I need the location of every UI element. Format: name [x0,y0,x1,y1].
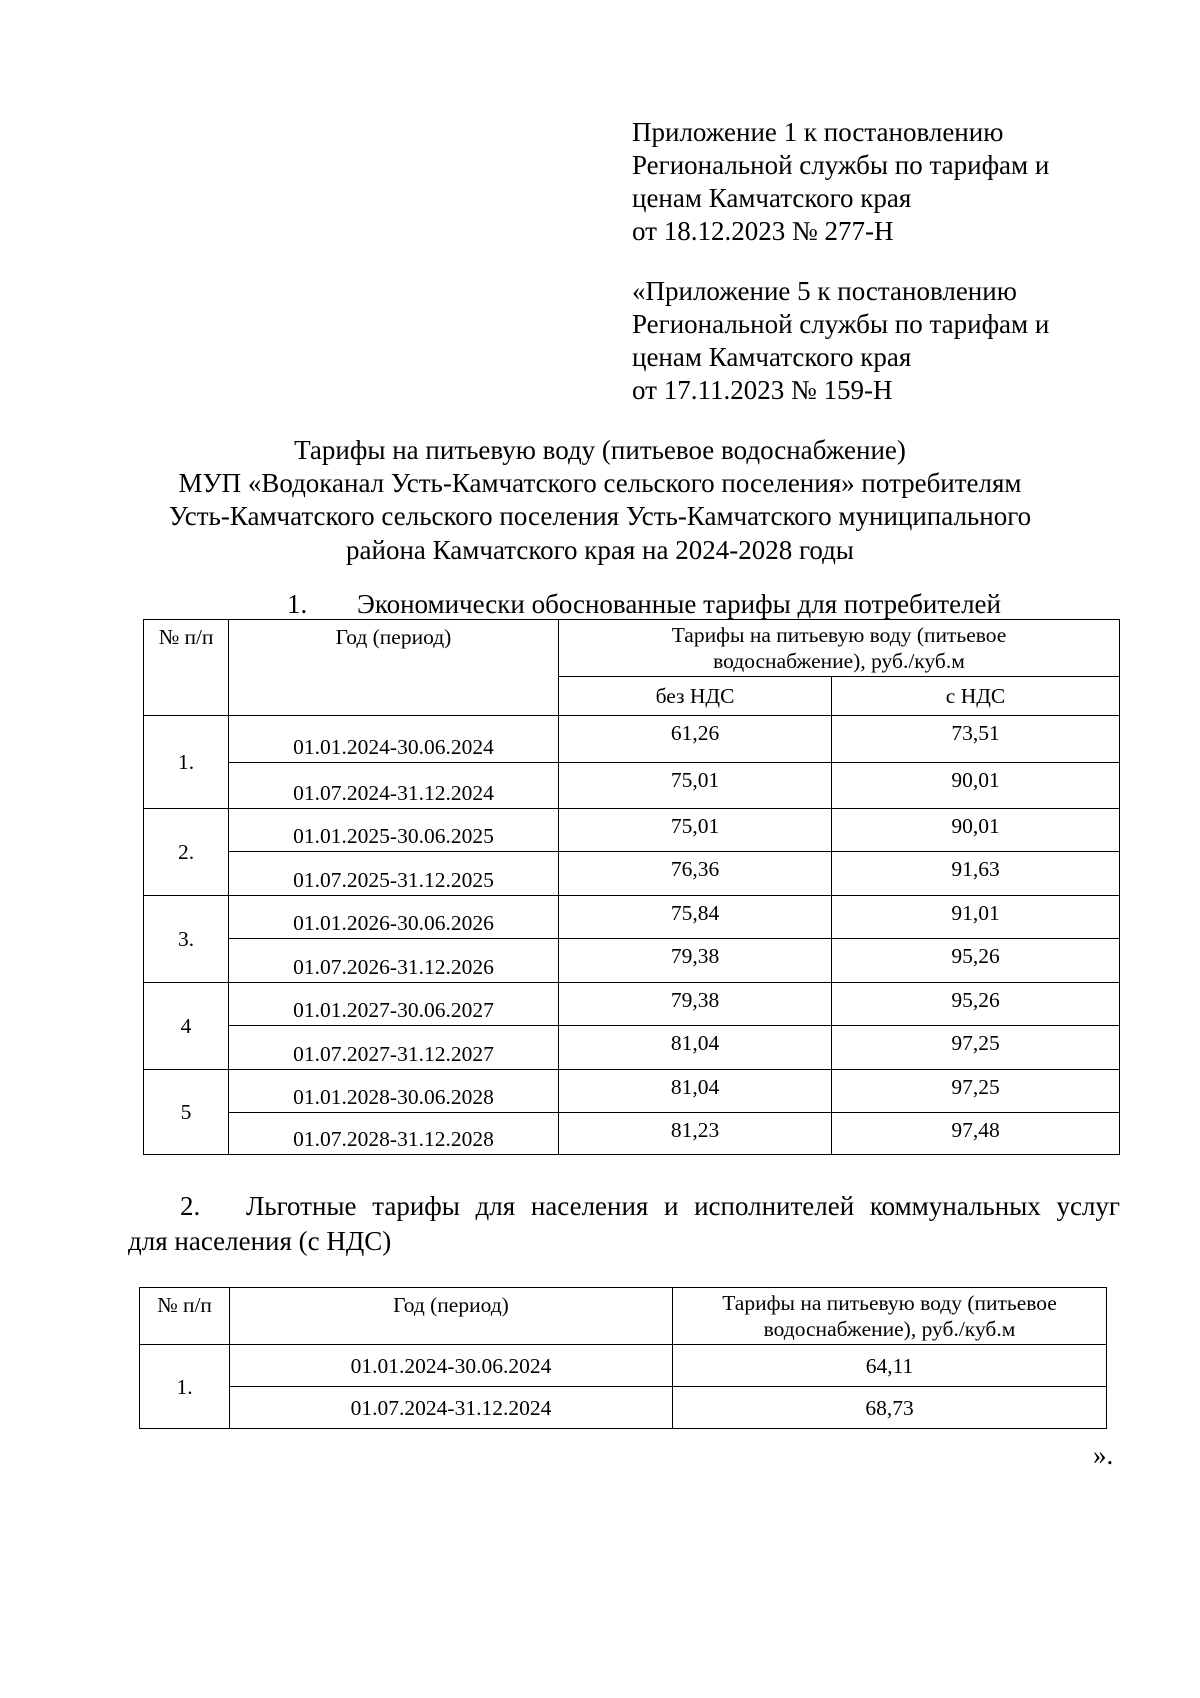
t1-vat: 97,48 [832,1113,1120,1155]
t1-header-vat: с НДС [832,677,1120,716]
table-row [144,1070,1120,1113]
appendix-current-line-1: Приложение 1 к постановлению [632,117,1004,147]
t1-period: 01.07.2027-31.12.2027 [229,1026,559,1070]
t1-no-vat: 79,38 [559,983,832,1026]
t1-group-num: 1. [144,716,229,809]
t2-header-num: № п/п [140,1288,230,1345]
appendix-current-line-3: ценам Камчатского края [632,183,912,213]
t2-header-period: Год (период) [230,1288,673,1345]
t1-vat: 91,01 [832,896,1120,939]
section2-number: 2. [180,1191,201,1221]
table-row [140,1387,1107,1429]
t1-vat: 91,63 [832,852,1120,896]
t2-value: 64,11 [673,1345,1107,1387]
t1-group-num: 5 [144,1070,229,1155]
section1-number: 1. [287,589,308,619]
table-row [144,1113,1120,1155]
t1-period: 01.01.2025-30.06.2025 [229,809,559,852]
t1-header-no-vat: без НДС [559,677,832,716]
t1-no-vat: 61,26 [559,716,832,763]
preferential-tariffs-table [139,1287,1107,1429]
appendix-amended-line-3: ценам Камчатского края [632,342,912,372]
appendix-current-line-2: Региональной службы по тарифам и [632,150,1050,180]
t1-period: 01.01.2026-30.06.2026 [229,896,559,939]
table-row [144,983,1120,1026]
t1-group-num: 4 [144,983,229,1070]
t1-no-vat: 81,23 [559,1113,832,1155]
t1-period: 01.07.2026-31.12.2026 [229,939,559,983]
t2-value: 68,73 [673,1387,1107,1429]
title-line-3: Усть-Камчатского сельского поселения Усть-Камчатского муниципального [168,501,1032,531]
t1-group-num: 2. [144,809,229,896]
section1-heading: Экономически обоснованные тарифы для потребителей [357,589,1001,619]
title-line-2: МУП «Водоканал Усть-Камчатского сельского поселения» потребителям [178,468,1022,498]
appendix-current-line-4: от 18.12.2023 № 277-Н [632,216,894,246]
t1-no-vat: 76,36 [559,852,832,896]
t2-period: 01.07.2024-31.12.2024 [230,1387,673,1429]
t1-no-vat: 81,04 [559,1026,832,1070]
section2-heading-line-2: для населения (с НДС) [128,1226,392,1256]
appendix-amended-line-4: от 17.11.2023 № 159-Н [632,375,893,405]
t2-period: 01.01.2024-30.06.2024 [230,1345,673,1387]
table-row [144,896,1120,939]
table-row [144,939,1120,983]
appendix-amended-line-2: Региональной службы по тарифам и [632,309,1050,339]
t1-no-vat: 75,01 [559,809,832,852]
table-row [140,1345,1107,1387]
table-row [144,763,1120,809]
t1-period: 01.01.2028-30.06.2028 [229,1070,559,1113]
t1-vat: 97,25 [832,1026,1120,1070]
t1-header-num: № п/п [144,620,229,716]
table-row [144,716,1120,763]
t1-header-tariff: Тарифы на питьевую воду (питьевое водоснабжение), руб./куб.м [559,620,1120,677]
table-row [144,852,1120,896]
table-row [144,809,1120,852]
t1-period: 01.07.2025-31.12.2025 [229,852,559,896]
t1-no-vat: 75,01 [559,763,832,809]
title-line-4: района Камчатского края на 2024-2028 годы [346,535,854,565]
t1-no-vat: 81,04 [559,1070,832,1113]
title-line-1: Тарифы на питьевую воду (питьевое водоснабжение) [294,435,906,465]
t1-vat: 90,01 [832,809,1120,852]
t1-vat: 97,25 [832,1070,1120,1113]
t1-group-num: 3. [144,896,229,983]
t1-no-vat: 75,84 [559,896,832,939]
t1-vat: 95,26 [832,939,1120,983]
t2-group-num: 1. [140,1345,230,1429]
table-row [144,1026,1120,1070]
t1-header-period: Год (период) [229,620,559,716]
closing-mark: ». [1093,1440,1114,1470]
t1-period: 01.07.2028-31.12.2028 [229,1113,559,1155]
t2-header-tariff: Тарифы на питьевую воду (питьевое водоснабжение), руб./куб.м [673,1288,1107,1345]
t1-no-vat: 79,38 [559,939,832,983]
t1-vat: 73,51 [832,716,1120,763]
t1-period: 01.07.2024-31.12.2024 [229,763,559,809]
t1-period: 01.01.2027-30.06.2027 [229,983,559,1026]
t1-vat: 95,26 [832,983,1120,1026]
appendix-amended-line-1: «Приложение 5 к постановлению [632,276,1017,306]
economic-tariffs-table [143,619,1120,1155]
t1-vat: 90,01 [832,763,1120,809]
section2-heading-line-1: Льготные тарифы для населения и исполнителей коммунальных услуг [246,1191,1120,1221]
t1-period: 01.01.2024-30.06.2024 [229,716,559,763]
